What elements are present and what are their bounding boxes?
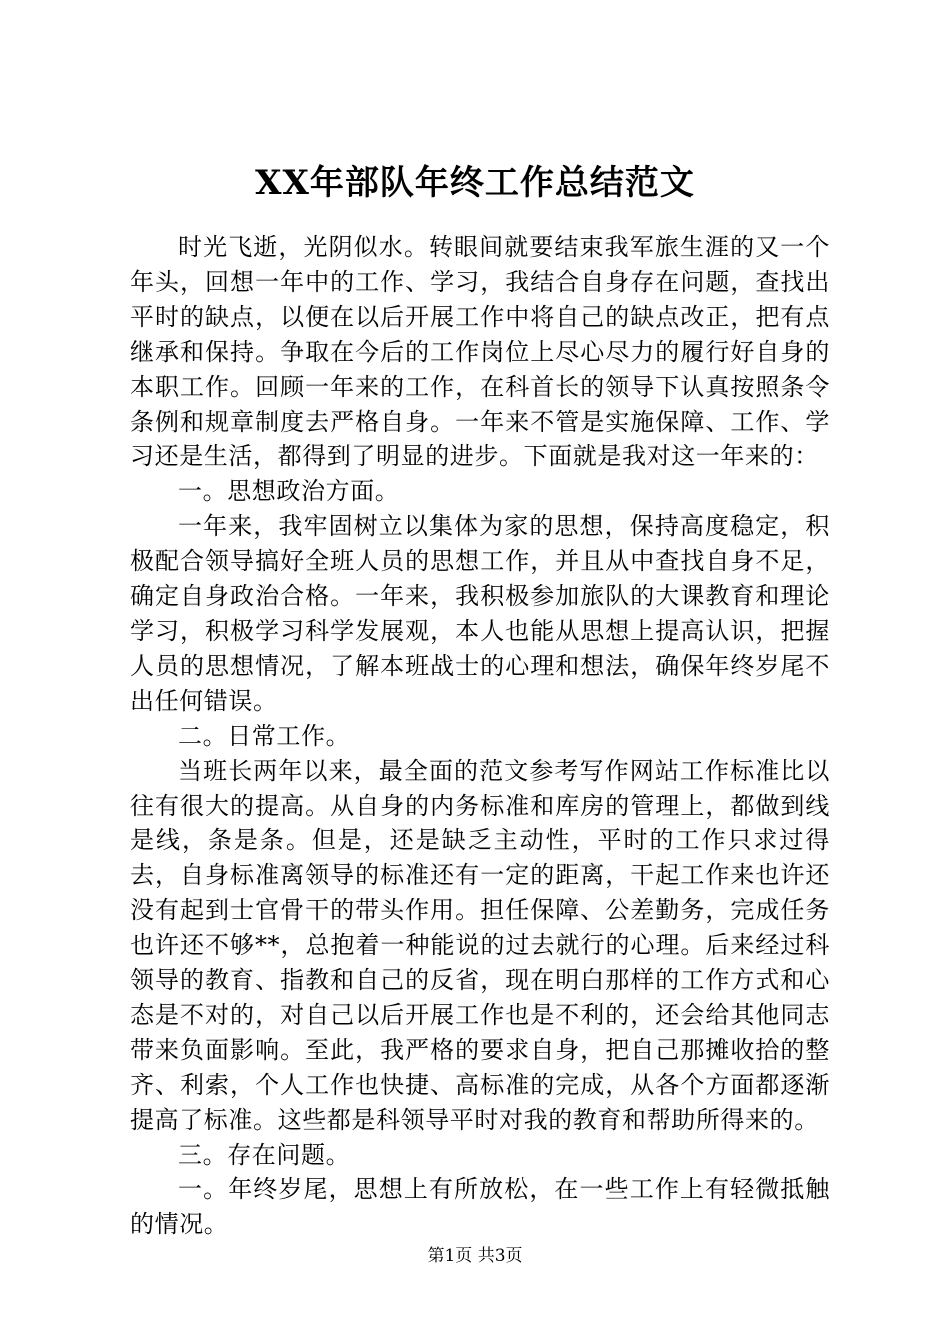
section-heading-ideology: 一。思想政治方面。 [178,477,400,506]
document-title: XX年部队年终工作总结范文 [255,163,695,203]
page-number-footer: 第1页 共3页 [427,1246,523,1266]
document-body [130,230,830,1242]
section-heading-daily-work: 二。日常工作。 [178,721,351,750]
paragraph-intro: 时光飞逝，光阴似水。转眼间就要结束我军旅生涯的又一个年头，回想一年中的工作、学习，我结合自身存在问题，查找出平时的缺点，以便在以后开展工作中将自己的缺点改正，把有点继承和保持。争取在今后的工作岗位上尽心尽力的履行好自身的本职工作。回顾一年来的工作，在科首长的领导下认真按照条令条例和规章制度去严格自身。一年来不管是实施保障、工作、学习还是生活，都得到了明显的进步。下面就是我对这一年来的： [130,233,830,471]
paragraph-ideology: 一年来，我牢固树立以集体为家的思想，保持高度稳定，积极配合领导搞好全班人员的思想工作，并且从中查找自身不足，确定自身政治合格。一年来，我积极参加旅队的大课教育和理论学习，积极学习科学发展观，本人也能从思想上提高认识，把握人员的思想情况，了解本班战士的心理和想法，确保年终岁尾不出任何错误。 [130,512,830,715]
paragraph-daily-work: 当班长两年以来，最全面的范文参考写作网站工作标准比以往有很大的提高。从自身的内务标准和库房的管理上，都做到线是线，条是条。但是，还是缺乏主动性，平时的工作只求过得去，自身标准离领导的标准还有一定的距离，干起工作来也许还没有起到士官骨干的带头作用。担任保障、公差勤务，完成任务也许还不够**，总抱着一种能说的过去就行的心理。后来经过科领导的教育、指教和自己的反省，现在明白那样的工作方式和心态是不对的，对自己以后开展工作也是不利的，还会给其他同志带来负面影响。至此，我严格的要求自身，把自己那摊收拾的整齐、利索，个人工作也快捷、高标准的完成，从各个方面都逐渐提高了标准。这些都是科领导平时对我的教育和帮助所得来的。 [130,756,830,1134]
section-heading-problems: 三。存在问题。 [178,1140,351,1169]
paragraph-problems: 一。年终岁尾，思想上有所放松，在一些工作上有轻微抵触的情况。 [130,1175,830,1239]
